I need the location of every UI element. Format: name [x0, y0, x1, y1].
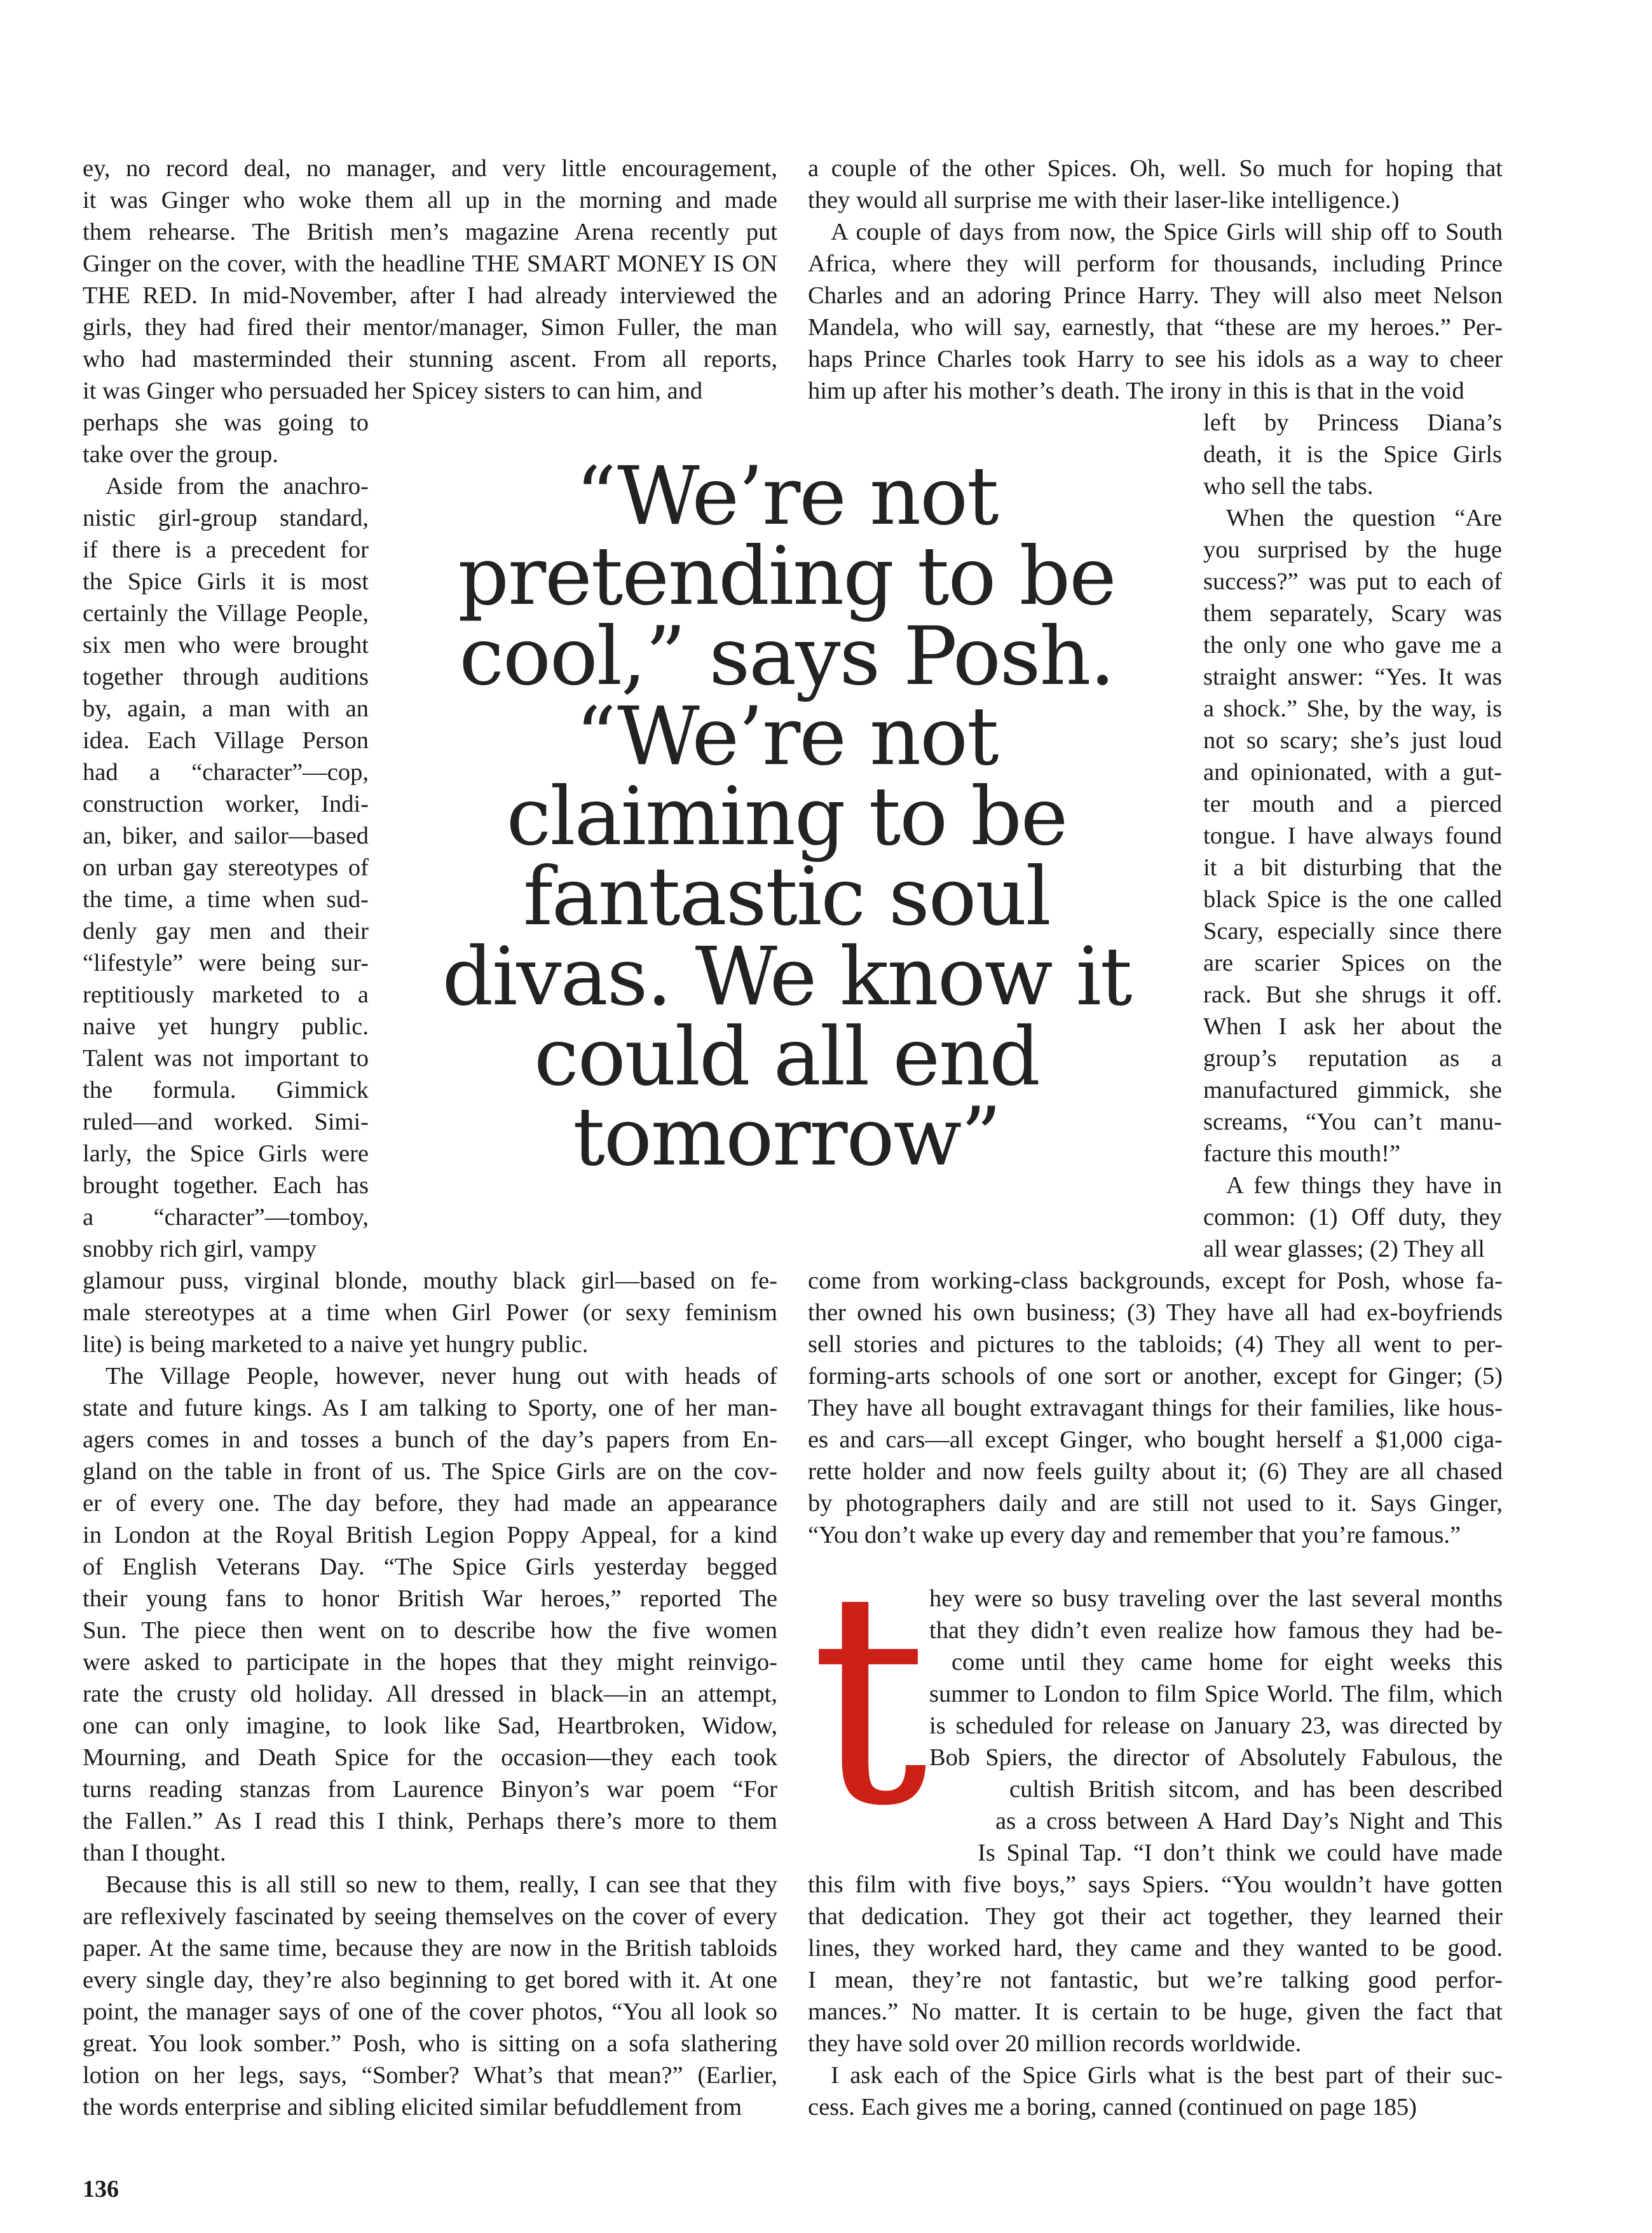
text-line: one can only imagine, to look like Sad, Heartbroken, Widow, — [83, 1712, 777, 1739]
text-line: cess. Each gives me a boring, canned (continued on page 185) — [808, 2094, 1417, 2120]
text-line: they have sold over 20 million records worldwide. — [808, 2030, 1302, 2057]
pull-quote-line: divas. We know it — [442, 930, 1131, 1023]
text-line: I ask each of the Spice Girls what is the best part of their suc- — [831, 2062, 1503, 2089]
text-line: straight answer: “Yes. It was — [1203, 664, 1502, 690]
text-line: idea. Each Village Person — [83, 727, 369, 754]
drop-cap-letter: t — [810, 1530, 928, 1870]
right-column-middle — [808, 1265, 1503, 1551]
text-line: black Spice is the one called — [1203, 886, 1502, 913]
text-line: rate the crusty old holiday. All dressed in black—in an attempt, — [83, 1681, 777, 1707]
pull-quote-line: tomorrow” — [573, 1090, 1000, 1184]
text-line: When I ask her about the — [1203, 1013, 1502, 1040]
text-line: take over the group. — [83, 441, 278, 468]
text-line: Is Spinal Tap. “I don’t think we could have made — [978, 1840, 1503, 1866]
text-line: reptitiously marketed to a — [83, 981, 369, 1008]
text-line: had a “character”—cop, — [83, 759, 369, 786]
text-line: er of every one. The day before, they had made an appearance — [83, 1490, 777, 1517]
text-line: they would all surprise me with their laser-like intelligence.) — [808, 187, 1400, 214]
text-line: on urban gay stereotypes of — [83, 854, 369, 881]
page-number: 136 — [83, 2176, 119, 2202]
text-line: left by Princess Diana’s — [1203, 409, 1502, 436]
pull-quote-line: pretending to be — [458, 529, 1116, 623]
text-line: perhaps she was going to — [83, 409, 369, 436]
text-line: Because this is all still so new to them, really, I can see that they — [106, 1871, 777, 1898]
text-line: hey were so busy traveling over the last several months — [929, 1585, 1503, 1612]
text-line: es and cars—all except Ginger, who bought herself a $1,000 ciga- — [808, 1426, 1503, 1453]
text-line: state and future kings. As I am talking to Sporty, one of her man- — [83, 1395, 777, 1421]
text-line: you surprised by the huge — [1203, 536, 1502, 563]
text-line: are reflexively fascinated by seeing themselves on the cover of every — [83, 1903, 777, 1930]
text-line: Charles and an adoring Prince Harry. They will also meet Nelson — [808, 282, 1503, 309]
text-line: A few things they have in — [1226, 1172, 1502, 1199]
text-line: than I thought. — [83, 1840, 226, 1866]
text-line: “lifestyle” were being sur- — [83, 950, 369, 976]
text-line: A couple of days from now, the Spice Girls will ship off to South — [831, 219, 1503, 245]
text-line: and opinionated, with a gut- — [1203, 759, 1502, 786]
text-line: Mandela, who will say, earnestly, that “these are my heroes.” Per- — [808, 314, 1503, 341]
text-line: Scary, especially since there — [1203, 918, 1502, 945]
text-line: death, it is the Spice Girls — [1203, 441, 1502, 468]
text-line: not so scary; she’s just loud — [1203, 727, 1502, 754]
text-line: paper. At the same time, because they are now in the British tabloids — [83, 1935, 777, 1962]
text-line: I mean, they’re not fantastic, but we’re talking good perfor- — [808, 1967, 1503, 1993]
text-line: of English Veterans Day. “The Spice Girls yesterday begged — [83, 1554, 777, 1580]
text-line: nistic girl-group standard, — [83, 505, 369, 531]
text-line: naive yet hungry public. — [83, 1013, 369, 1040]
text-line: it a bit disturbing that the — [1203, 854, 1502, 881]
text-line: cultish British sitcom, and has been described — [1009, 1776, 1503, 1803]
text-line: an, biker, and sailor—based — [83, 823, 369, 849]
text-line: six men who were brought — [83, 632, 369, 659]
text-line: were asked to participate in the hopes that they might reinvigo- — [83, 1649, 777, 1676]
pull-quote-line: “We’re not — [575, 690, 998, 783]
pull-quote-line: fantastic soul — [523, 850, 1050, 943]
text-line: Mourning, and Death Spice for the occasion—they each took — [83, 1744, 777, 1771]
text-line: a couple of the other Spices. Oh, well. So much for hoping that — [808, 155, 1503, 182]
text-line: When the question “Are — [1226, 505, 1502, 531]
text-line: that dedication. They got their act together, they learned their — [808, 1903, 1503, 1930]
text-line: gland on the table in front of us. The Spice Girls are on the cov- — [83, 1458, 777, 1485]
text-line: this film with five boys,” says Spiers. “You wouldn’t have gotten — [808, 1871, 1503, 1898]
text-line: lines, they worked hard, they came and they wanted to be good. — [808, 1935, 1503, 1962]
pull-quote-line: cool,” says Posh. — [459, 610, 1114, 703]
text-line: them separately, Scary was — [1203, 600, 1502, 627]
text-line: They have all bought extravagant things for their families, like hous- — [808, 1395, 1503, 1421]
text-line: turns reading stanzas from Laurence Binyon’s war poem “For — [83, 1776, 777, 1803]
text-line: THE RED. In mid-November, after I had already interviewed the — [83, 282, 777, 309]
right-column-bottom — [808, 1869, 1503, 2123]
text-line: common: (1) Off duty, they — [1203, 1204, 1502, 1231]
text-line: Talent was not important to — [83, 1045, 369, 1072]
pull-quote-line: “We’re not — [575, 449, 998, 543]
text-line: that they didn’t even realize how famous they had be- — [929, 1617, 1503, 1644]
text-line: all wear glasses; (2) They all — [1203, 1236, 1485, 1262]
text-line: group’s reputation as a — [1203, 1045, 1502, 1072]
text-line: summer to London to film Spice World. The film, which — [929, 1681, 1503, 1707]
text-line: rette holder and now feels guilty about it; (6) They are all chased — [808, 1458, 1503, 1485]
text-line: them rehearse. The British men’s magazine Arena recently put — [83, 219, 777, 245]
left-column-narrow — [83, 407, 369, 1265]
text-line: glamour puss, virginal blonde, mouthy black girl—based on fe- — [83, 1267, 777, 1294]
text-line: haps Prince Charles took Harry to see his idols as a way to cheer — [808, 346, 1503, 372]
text-line: Sun. The piece then went on to describe how the five women — [83, 1617, 777, 1644]
text-line: Bob Spiers, the director of Absolutely Fabulous, the — [929, 1744, 1503, 1771]
text-line: facture this mouth!” — [1203, 1140, 1401, 1167]
text-line: a “character”—tomboy, — [83, 1204, 369, 1231]
right-column-narrow — [1203, 407, 1502, 1265]
text-line: the words enterprise and sibling elicited similar befuddlement from — [83, 2094, 742, 2120]
pull-quote-line: could all end — [534, 1010, 1039, 1103]
text-line: certainly the Village People, — [83, 600, 369, 627]
text-line: by, again, a man with an — [83, 695, 369, 722]
text-line: lotion on her legs, says, “Somber? What’s that mean?” (Earlier, — [83, 2062, 777, 2089]
text-line: together through auditions — [83, 664, 369, 690]
text-line: are scarier Spices on the — [1203, 950, 1502, 976]
text-line: denly gay men and their — [83, 918, 369, 945]
text-line: the Fallen.” As I read this I think, Perhaps there’s more to them — [83, 1808, 777, 1834]
text-line: tongue. I have always found — [1203, 823, 1502, 849]
text-line: come until they came home for eight weeks this — [952, 1649, 1503, 1676]
text-line: him up after his mother’s death. The irony in this is that in the void — [808, 378, 1464, 404]
text-line: their young fans to honor British War heroes,” reported The — [83, 1585, 777, 1612]
text-line: if there is a precedent for — [83, 536, 369, 563]
text-line: every single day, they’re also beginning to get bored with it. At one — [83, 1967, 777, 1993]
left-column-top — [83, 153, 777, 407]
text-line: by photographers daily and are still not used to it. Says Ginger, — [808, 1490, 1503, 1517]
text-line: the formula. Gimmick — [83, 1077, 369, 1103]
text-line: brought together. Each has — [83, 1172, 369, 1199]
text-line: larly, the Spice Girls were — [83, 1140, 369, 1167]
text-line: as a cross between A Hard Day’s Night and This — [995, 1808, 1503, 1834]
text-line: it was Ginger who persuaded her Spicey sisters to can him, and — [83, 378, 703, 404]
text-line: sell stories and pictures to the tabloids; (4) They all went to per- — [808, 1331, 1503, 1358]
text-line: ther owned his own business; (3) They have all had ex-boyfriends — [808, 1299, 1503, 1326]
text-line: ey, no record deal, no manager, and very little encouragement, — [83, 155, 777, 182]
text-line: male stereotypes at a time when Girl Power (or sexy feminism — [83, 1299, 777, 1326]
text-line: construction worker, Indi- — [83, 791, 369, 817]
text-line: screams, “You can’t manu- — [1203, 1109, 1502, 1135]
text-line: mances.” No matter. It is certain to be huge, given the fact that — [808, 1998, 1503, 2025]
text-line: the only one who gave me a — [1203, 632, 1502, 659]
pull-quote-line: claiming to be — [506, 770, 1067, 863]
text-line: The Village People, however, never hung out with heads of — [106, 1363, 777, 1390]
text-line: success?” was put to each of — [1203, 568, 1502, 595]
text-line: forming-arts schools of one sort or another, except for Ginger; (5) — [808, 1363, 1503, 1390]
text-line: is scheduled for release on January 23, was directed by — [929, 1712, 1503, 1739]
text-line: it was Ginger who woke them all up in the morning and made — [83, 187, 777, 214]
text-line: come from working-class backgrounds, except for Posh, whose fa- — [808, 1267, 1503, 1294]
text-line: girls, they had fired their mentor/manager, Simon Fuller, the man — [83, 314, 777, 341]
text-line: “You don’t wake up every day and remember that you’re famous.” — [808, 1522, 1461, 1548]
text-line: snobby rich girl, vampy — [83, 1236, 317, 1262]
text-line: ter mouth and a pierced — [1203, 791, 1502, 817]
right-column-top — [808, 153, 1503, 407]
text-line: Africa, where they will perform for thousands, including Prince — [808, 250, 1503, 277]
text-line: lite) is being marketed to a naive yet hungry public. — [83, 1331, 589, 1358]
text-line: Ginger on the cover, with the headline THE SMART MONEY IS ON — [83, 250, 777, 277]
pull-quote — [385, 449, 1189, 1184]
text-line: Aside from the anachro- — [106, 473, 369, 500]
text-line: agers comes in and tosses a bunch of the day’s papers from En- — [83, 1426, 777, 1453]
left-column-bottom — [83, 1265, 777, 2123]
text-line: manufactured gimmick, she — [1203, 1077, 1502, 1103]
text-line: the time, a time when sud- — [83, 886, 369, 913]
text-line: who had masterminded their stunning ascent. From all reports, — [83, 346, 777, 372]
text-line: the Spice Girls it is most — [83, 568, 369, 595]
text-line: rack. But she shrugs it off. — [1203, 981, 1502, 1008]
text-line: a shock.” She, by the way, is — [1203, 695, 1502, 722]
text-line: in London at the Royal British Legion Poppy Appeal, for a kind — [83, 1522, 777, 1548]
text-line: who sell the tabs. — [1203, 473, 1374, 500]
text-line: great. You look somber.” Posh, who is sitting on a sofa slathering — [83, 2030, 777, 2057]
text-line: ruled—and worked. Simi- — [83, 1109, 369, 1135]
text-line: point, the manager says of one of the cover photos, “You all look so — [83, 1998, 777, 2025]
